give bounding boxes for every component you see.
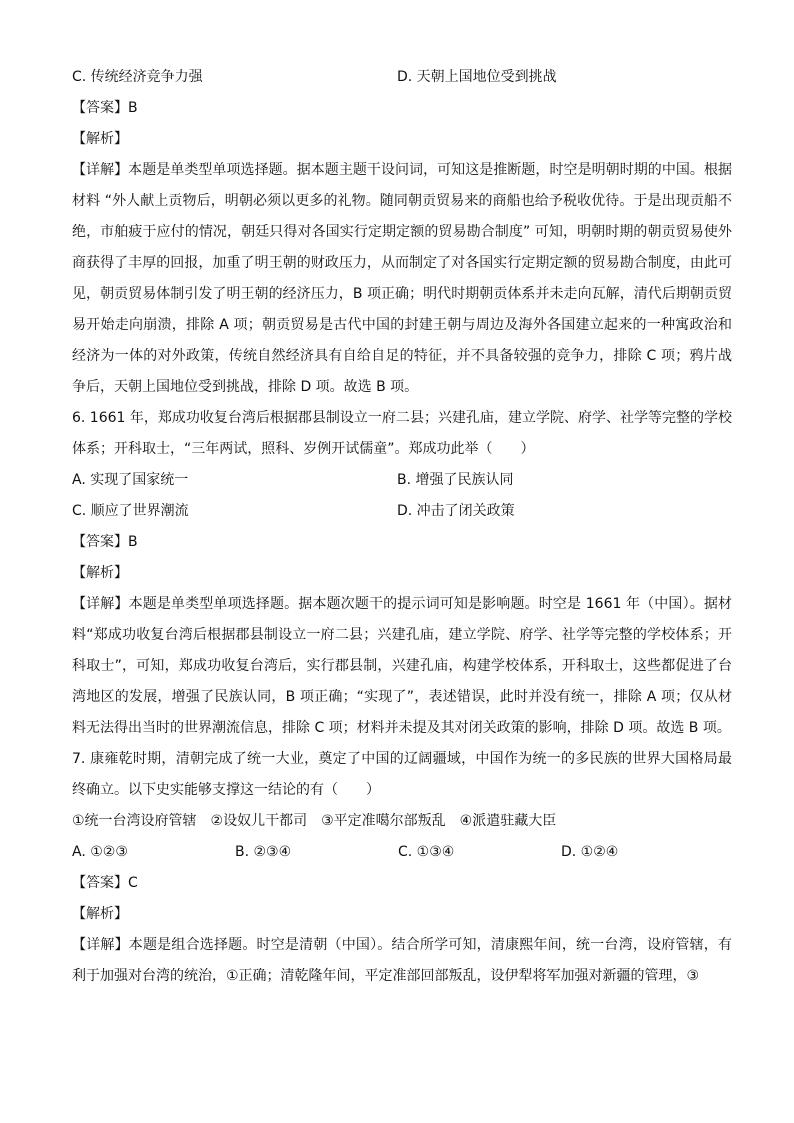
q6-option-b: B. 增强了民族认同: [397, 472, 514, 488]
q6-options-ab: [72, 465, 732, 496]
q7-option-d: D. ①②④: [561, 844, 619, 860]
q5-answer: 【答案】B: [72, 100, 138, 116]
q7-analysis-label: 【解析】: [72, 906, 128, 922]
q7-options: [72, 837, 732, 868]
q7-option-c: C. ①③④: [398, 844, 455, 860]
q6-option-a: A. 实现了国家统一: [72, 472, 189, 488]
q5-option-d: D. 天朝上国地位受到挑战: [397, 69, 557, 85]
q7-answer: 【答案】C: [72, 875, 138, 891]
q5-analysis-label: 【解析】: [72, 131, 128, 147]
q5-detail: 【详解】本题是单类型单项选择题。据本题主题干设问词，可知这是推断题，时空是明朝时期的中国。根据材料 “外人献上贡物后，明朝必须以更多的礼物。随同朝贡贸易来的商船也给予税收优待。于是出现贡船不绝，市舶疲于应付的情况，朝廷只得对各国实行定期定额的贸易勘合制度” 可知，明朝时期的朝贡贸易使外商获得了丰厚的回报，加重了明王朝的财政压力，从而制定了对各国实行定期定额的贸易勘合制度，由此可见，朝贡贸易体制引发了明王朝的经济压力，B 项正确；明代时期朝贡体系并未走向瓦解，清代后期朝贡贸易开始走向崩溃，排除 A 项；朝贡贸易是古代中国的封建王朝与周边及海外各国建立起来的一种寓政治和经济为一体的对外政策，传统自然经济具有自给自足的特征，并不具备较强的竞争力，排除 C 项；鸦片战争后，天朝上国地位受到挑战，排除 D 项。故选 B 项。: [72, 162, 732, 395]
q6-option-c: C. 顺应了世界潮流: [72, 503, 189, 519]
q7-detail: 【详解】本题是组合选择题。时空是清朝（中国）。结合所学可知，清康熙年间，统一台湾，设府管辖，有利于加强对台湾的统治，①正确；清乾隆年间，平定准部回部叛乱，设伊犁将军加强对新疆的管理，③: [72, 937, 732, 984]
q5-options-cd: [72, 62, 732, 93]
q5-option-c: C. 传统经济竞争力强: [72, 69, 203, 85]
document-page: [72, 62, 732, 992]
q6-analysis-label: 【解析】: [72, 565, 128, 581]
q7-option-b: B. ②③④: [235, 844, 292, 860]
q7-option-a: A. ①②③: [72, 844, 128, 860]
q7-stem: 7. 康雍乾时期，清朝完成了统一大业，奠定了中国的辽阔疆域，中国作为统一的多民族的世界大国格局最终确立。以下史实能够支撑这一结论的有（ ）: [72, 751, 732, 798]
q6-options-cd: [72, 496, 732, 527]
q7-items: ①统一台湾设府管辖 ②设奴儿干都司 ③平定准噶尔部叛乱 ④派遣驻藏大臣: [72, 813, 557, 829]
q6-detail: 【详解】本题是单类型单项选择题。据本题次题干的提示词可知是影响题。时空是 1661 年（中国）。据材料“郑成功收复台湾后根据郡县制设立一府二县；兴建孔庙，建立学院、府学、社学等完整的学校体系；开科取士”，可知，郑成功收复台湾后，实行郡县制，兴建孔庙，构建学校体系，开科取士，这些都促进了台湾地区的发展，增强了民族认同，B 项正确；“实现了”，表述错误，此时并没有统一，排除 A 项；仅从材料无法得出当时的世界潮流信息，排除 C 项；材料并未提及其对闭关政策的影响，排除 D 项。故选 B 项。: [72, 596, 732, 736]
q6-answer: 【答案】B: [72, 534, 138, 550]
q6-option-d: D. 冲击了闭关政策: [397, 503, 515, 519]
q6-stem: 6. 1661 年，郑成功收复台湾后根据郡县制设立一府二县；兴建孔庙，建立学院、府学、社学等完整的学校体系；开科取士，“三年两试，照科、岁例开试儒童”。郑成功此举（ ）: [72, 410, 732, 457]
